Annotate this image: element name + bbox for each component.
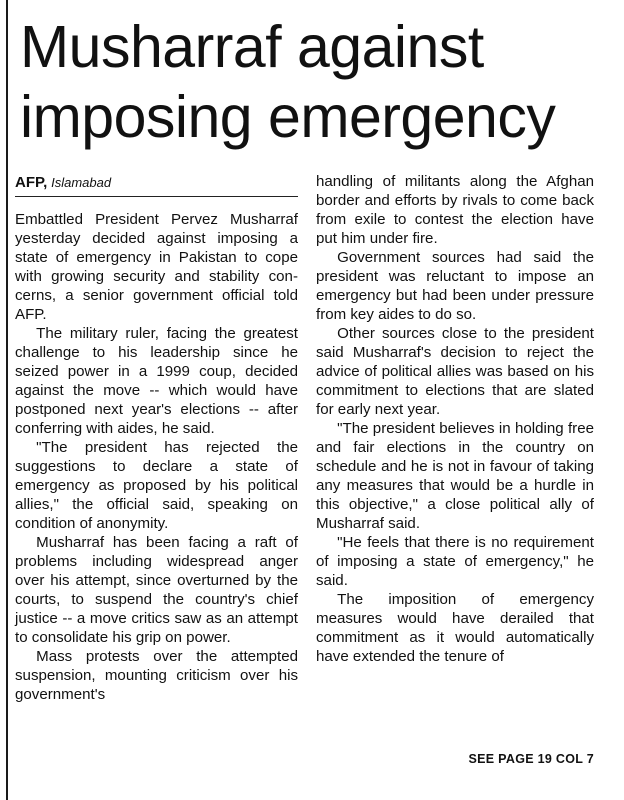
article-column-right <box>316 172 594 666</box>
headline: Musharraf against imposing emergency <box>20 14 556 150</box>
byline-location: Islamabad <box>51 175 112 190</box>
byline <box>15 172 298 197</box>
continuation-jump: SEE PAGE 19 COL 7 <box>468 752 594 766</box>
paragraph-3: "The president has rejected the suggestions to declare a state of emergency as proposed by his political allies," the official said, speaking on condition of anonymity. <box>15 439 298 532</box>
paragraph-1: Embattled President Pervez Musharraf yesterday decided against imposing a state of emergency in Pakistan to cope with growing security and stability concerns, a senior government official told AFP. <box>15 211 298 323</box>
paragraph-10: The imposition of emergency measures would have derailed that commitment as it would automatically have extended the tenure of <box>316 591 594 665</box>
paragraph-5-continued: handling of militants along the Afghan border and efforts by rivals to come back from exile to contest the election have put him under fire. <box>316 173 594 247</box>
paragraph-4: Musharraf has been facing a raft of problems including widespread anger over his attempt, since overturned by the courts, to suspend the country's chief justice -- a move critics saw as an attempt to consolidate his grip on power. <box>15 534 298 646</box>
paragraph-2: The military ruler, facing the greatest challenge to his leadership since he seized power in a 1999 coup, decided against the move -- which would have postponed next year's elections -- after conferring with aides, he said. <box>15 325 298 437</box>
article-column-left <box>15 210 298 704</box>
left-column-rule <box>6 0 8 800</box>
byline-agency: AFP, <box>15 174 48 191</box>
paragraph-6: Government sources had said the president was reluctant to impose an emergency but had been under pressure from key aides to do so. <box>316 249 594 323</box>
paragraph-5: Mass protests over the attempted suspension, mounting criticism over his government's <box>15 648 298 703</box>
paragraph-7: Other sources close to the president said Musharraf's decision to reject the advice of political allies was based on his commitment to elections that are slated for early next year. <box>316 325 594 418</box>
paragraph-8: "The president believes in holding free and fair elections in the country on schedule and he is not in favour of taking any measures that would be a hurdle in this objective," a close political ally of Musharraf said. <box>316 420 594 532</box>
paragraph-9: "He feels that there is no requirement of imposing a state of emergency," he said. <box>316 534 594 589</box>
